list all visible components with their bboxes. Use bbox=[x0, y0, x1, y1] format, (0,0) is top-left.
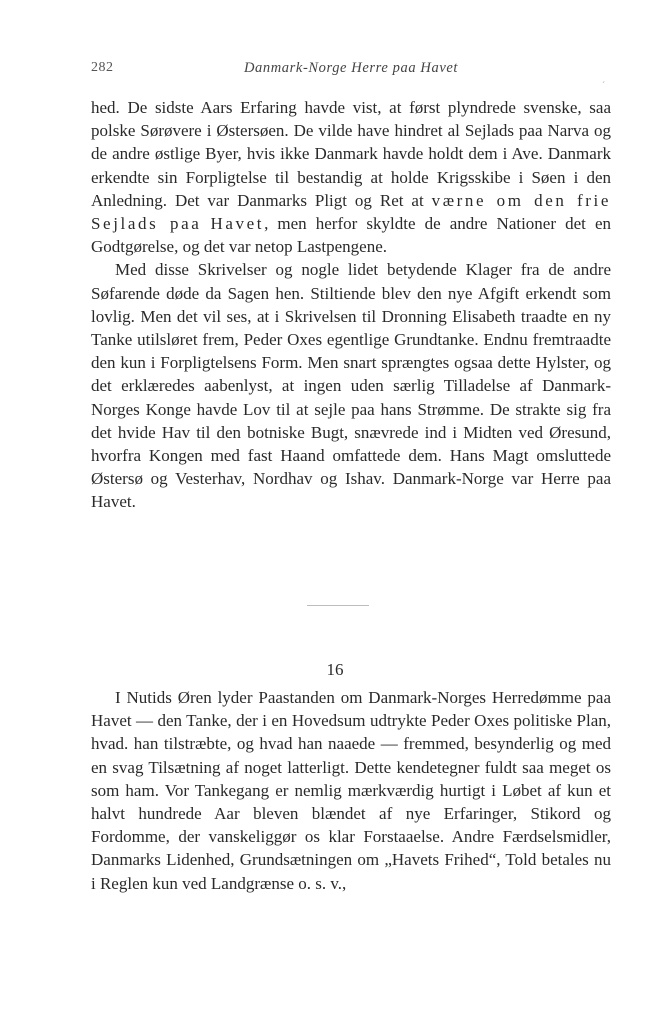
section-number: 16 bbox=[326, 660, 344, 679]
running-head bbox=[91, 60, 611, 82]
emphasis-spaced-2: Havet bbox=[210, 214, 265, 234]
paragraph-1 bbox=[91, 96, 611, 258]
paragraph-3: I Nutids Øren lyder Paastanden om Danmark-Norges Herredømme paa Havet — den Tanke, der i en Hovedsum udtrykte Peder Oxes politiske Plan, hvad. han tilstræbte, og hvad han naaede — fremmed, besynderlig og med en svag Tilsætning af noget latterligt. Dette kendetegner fuldt saa meget os som ham. Vor Tankegang er nemlig mærkværdig hurtigt i Løbet af kun et halvt hundrede Aar bleven blændet af nye Erfaringer, Stikord og Fordomme, der vanskeliggør os klar Forstaaelse. Andre Færdselsmidler, Danmarks Lidenhed, Grundsætningen om „Havets Frihed“, Told betales nu i Reglen kun ved Landgrænse o. s. v., bbox=[91, 688, 611, 893]
paragraph-1-end: , men herfor skyldte de andre Nationer det en Godtgørelse, og det var netop Lastpengene. bbox=[91, 214, 611, 257]
margin-mark: ´ bbox=[602, 80, 605, 90]
section-divider bbox=[307, 605, 369, 606]
paragraph-1-start: hed. De sidste Aars Erfaring havde vist, at først plyndrede svenske, saa polske Sørøvere i Østersøen. De vilde have hindret al Sejlads paa Narva og de andre østlige Byer, hvis ikke Danmark havde holdt dem i Ave. Danmark erkendte sin Forpligtelse til bestandig at holde Krigsskibe i Søen i den Anledning. Det var Danmarks Pligt og Ret at bbox=[91, 98, 611, 210]
section-one-text bbox=[91, 96, 611, 514]
page-number: 282 bbox=[91, 60, 114, 75]
paragraph-2: Med disse Skrivelser og nogle lidet betydende Klager fra de andre Søfarende døde da Sagen hen. Stiltiende blev den nye Afgift erkendt som lovlig. Men det vil ses, at i Skrivelsen til Dronning Elisabeth traadte en ny Tanke utilsløret frem, Peder Oxes egentlige Grundtanke. Endnu fremtraadte den kun i Forpligtelsens Form. Men snart sprængtes ogsaa dette Hylster, og det erklæredes aabenlyst, at ingen uden særlig Tilladelse af Danmark-Norges Konge havde Lov til at sejle paa hans Strømme. De strakte sig fra det hvide Hav til den botniske Bugt, snævrede ind i Midten ved Øresund, hvorfra Kongen med fast Haand omfattede dem. Hans Magt omsluttede Østersø og Vesterhav, Nordhav og Ishav. Danmark-Norge var Herre paa Havet. bbox=[91, 260, 611, 512]
emphasis-spaced-1: værne om den frie Sejlads paa bbox=[91, 190, 611, 234]
section-two-text bbox=[91, 686, 611, 895]
running-title: Danmark-Norge Herre paa Havet bbox=[243, 60, 459, 76]
